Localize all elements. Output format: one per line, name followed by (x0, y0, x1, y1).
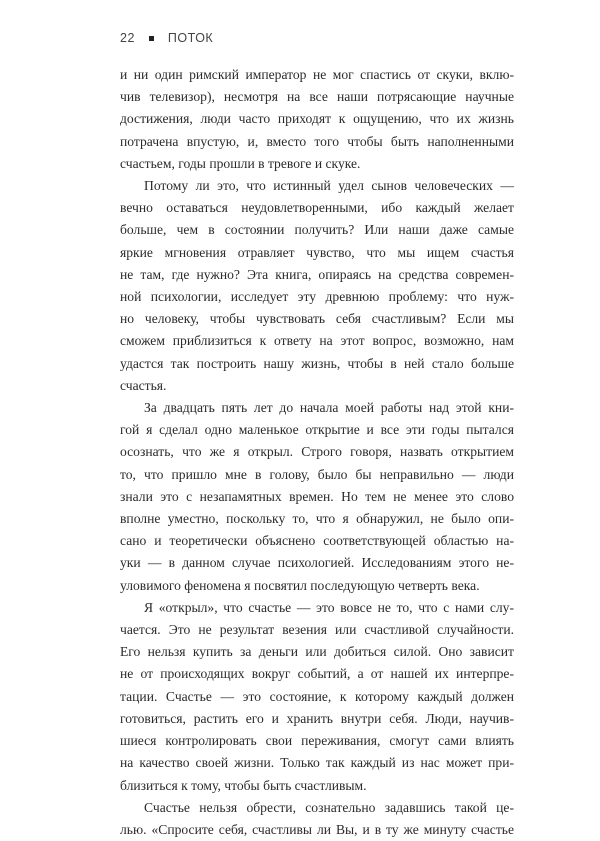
paragraph (120, 797, 514, 841)
text-line: то, что пришло мне в голову, было бы неправильно — люди (120, 466, 514, 482)
text-line: уловимого феномена я посвятил последующую четверть века. (120, 577, 480, 593)
paragraph (120, 64, 514, 175)
text-line: знали это с незапамятных времен. Но тем не менее это слово (120, 488, 514, 504)
text-line: больше, чем в состоянии получить? Или наши даже самые (120, 222, 514, 238)
text-line: уки — в данном случае психологией. Исследованиям этого не- (120, 555, 514, 571)
text-line: удастся так построить нашу жизнь, чтобы в ней стало больше (120, 355, 514, 371)
text-line: сможем приблизиться к ответу на этот вопрос, возможно, нам (120, 333, 514, 349)
text-line: чается. Это не результат везения или счастливой случайности. (120, 622, 514, 638)
text-line: За двадцать пять лет до начала моей работы над этой кни- (144, 400, 514, 416)
text-line: яркие мгновения отравляет чувство, что мы ищем счастья (120, 244, 514, 260)
paragraph (120, 397, 514, 597)
page-number: 22 (120, 31, 135, 45)
square-bullet-icon (149, 36, 154, 41)
text-line: потрачена впустую, и, вместо того чтобы быть наполненными (120, 133, 514, 149)
text-line: не от происходящих вокруг событий, а от нашей их интерпре- (120, 666, 514, 682)
text-line: вполне уместно, поскольку то, что я обнаружил, не было опи- (120, 511, 514, 527)
text-line: чив телевизор), несмотря на все наши потрясающие научные (120, 89, 514, 105)
text-line: готовиться, растить его и хранить внутри себя. Люди, научив- (120, 710, 514, 726)
paragraph (120, 175, 514, 397)
text-line: близиться к тому, чтобы быть счастливым. (120, 777, 367, 793)
text-line: лью. «Спросите себя, счастливы ли Вы, и в ту же минуту счастье (120, 821, 514, 837)
text-line: Его нельзя купить за деньги или добиться силой. Оно зависит (120, 644, 514, 660)
text-line: тации. Счастье — это состояние, к которому каждый должен (120, 688, 514, 704)
text-line: Потому ли это, что истинный удел сынов человеческих — (144, 178, 514, 194)
text-line: шиеся контролировать свои переживания, смогут сами влиять (120, 733, 514, 749)
text-line: вечно оставаться неудовлетворенными, ибо каждый желает (120, 200, 514, 216)
text-line: Счастье нельзя обрести, сознательно задавшись такой це- (144, 799, 514, 815)
text-line: сано и теоретически объяснено соответствующей областью на- (120, 533, 514, 549)
paragraph (120, 597, 514, 797)
text-line: на качество своей жизни. Только так каждый из нас может при- (120, 755, 514, 771)
text-line: гой я сделал одно маленькое открытие и все эти годы пытался (120, 422, 514, 438)
body-text (120, 64, 514, 841)
text-line: и ни один римский император не мог спастись от скуки, вклю- (120, 67, 514, 82)
text-line: счастьем, годы прошли в тревоге и скуке. (120, 155, 361, 171)
text-line: но человеку, чтобы чувствовать себя счастливым? Если мы (120, 311, 514, 327)
text-line: осознать, что же я открыл. Строго говоря, назвать открытием (120, 444, 514, 460)
running-header (120, 30, 213, 46)
text-line: ной психологии, исследует эту древнюю проблему: что нуж- (120, 289, 514, 305)
text-line: достижения, люди часто приходят к ощущению, что их жизнь (120, 111, 514, 127)
text-line: счастья. (120, 377, 167, 393)
section-title: ПОТОК (167, 31, 214, 45)
text-line: не там, где нужно? Эта книга, опираясь на средства современ- (120, 266, 514, 282)
text-line: Я «открыл», что счастье — это вовсе не то, что с нами слу- (144, 599, 514, 615)
